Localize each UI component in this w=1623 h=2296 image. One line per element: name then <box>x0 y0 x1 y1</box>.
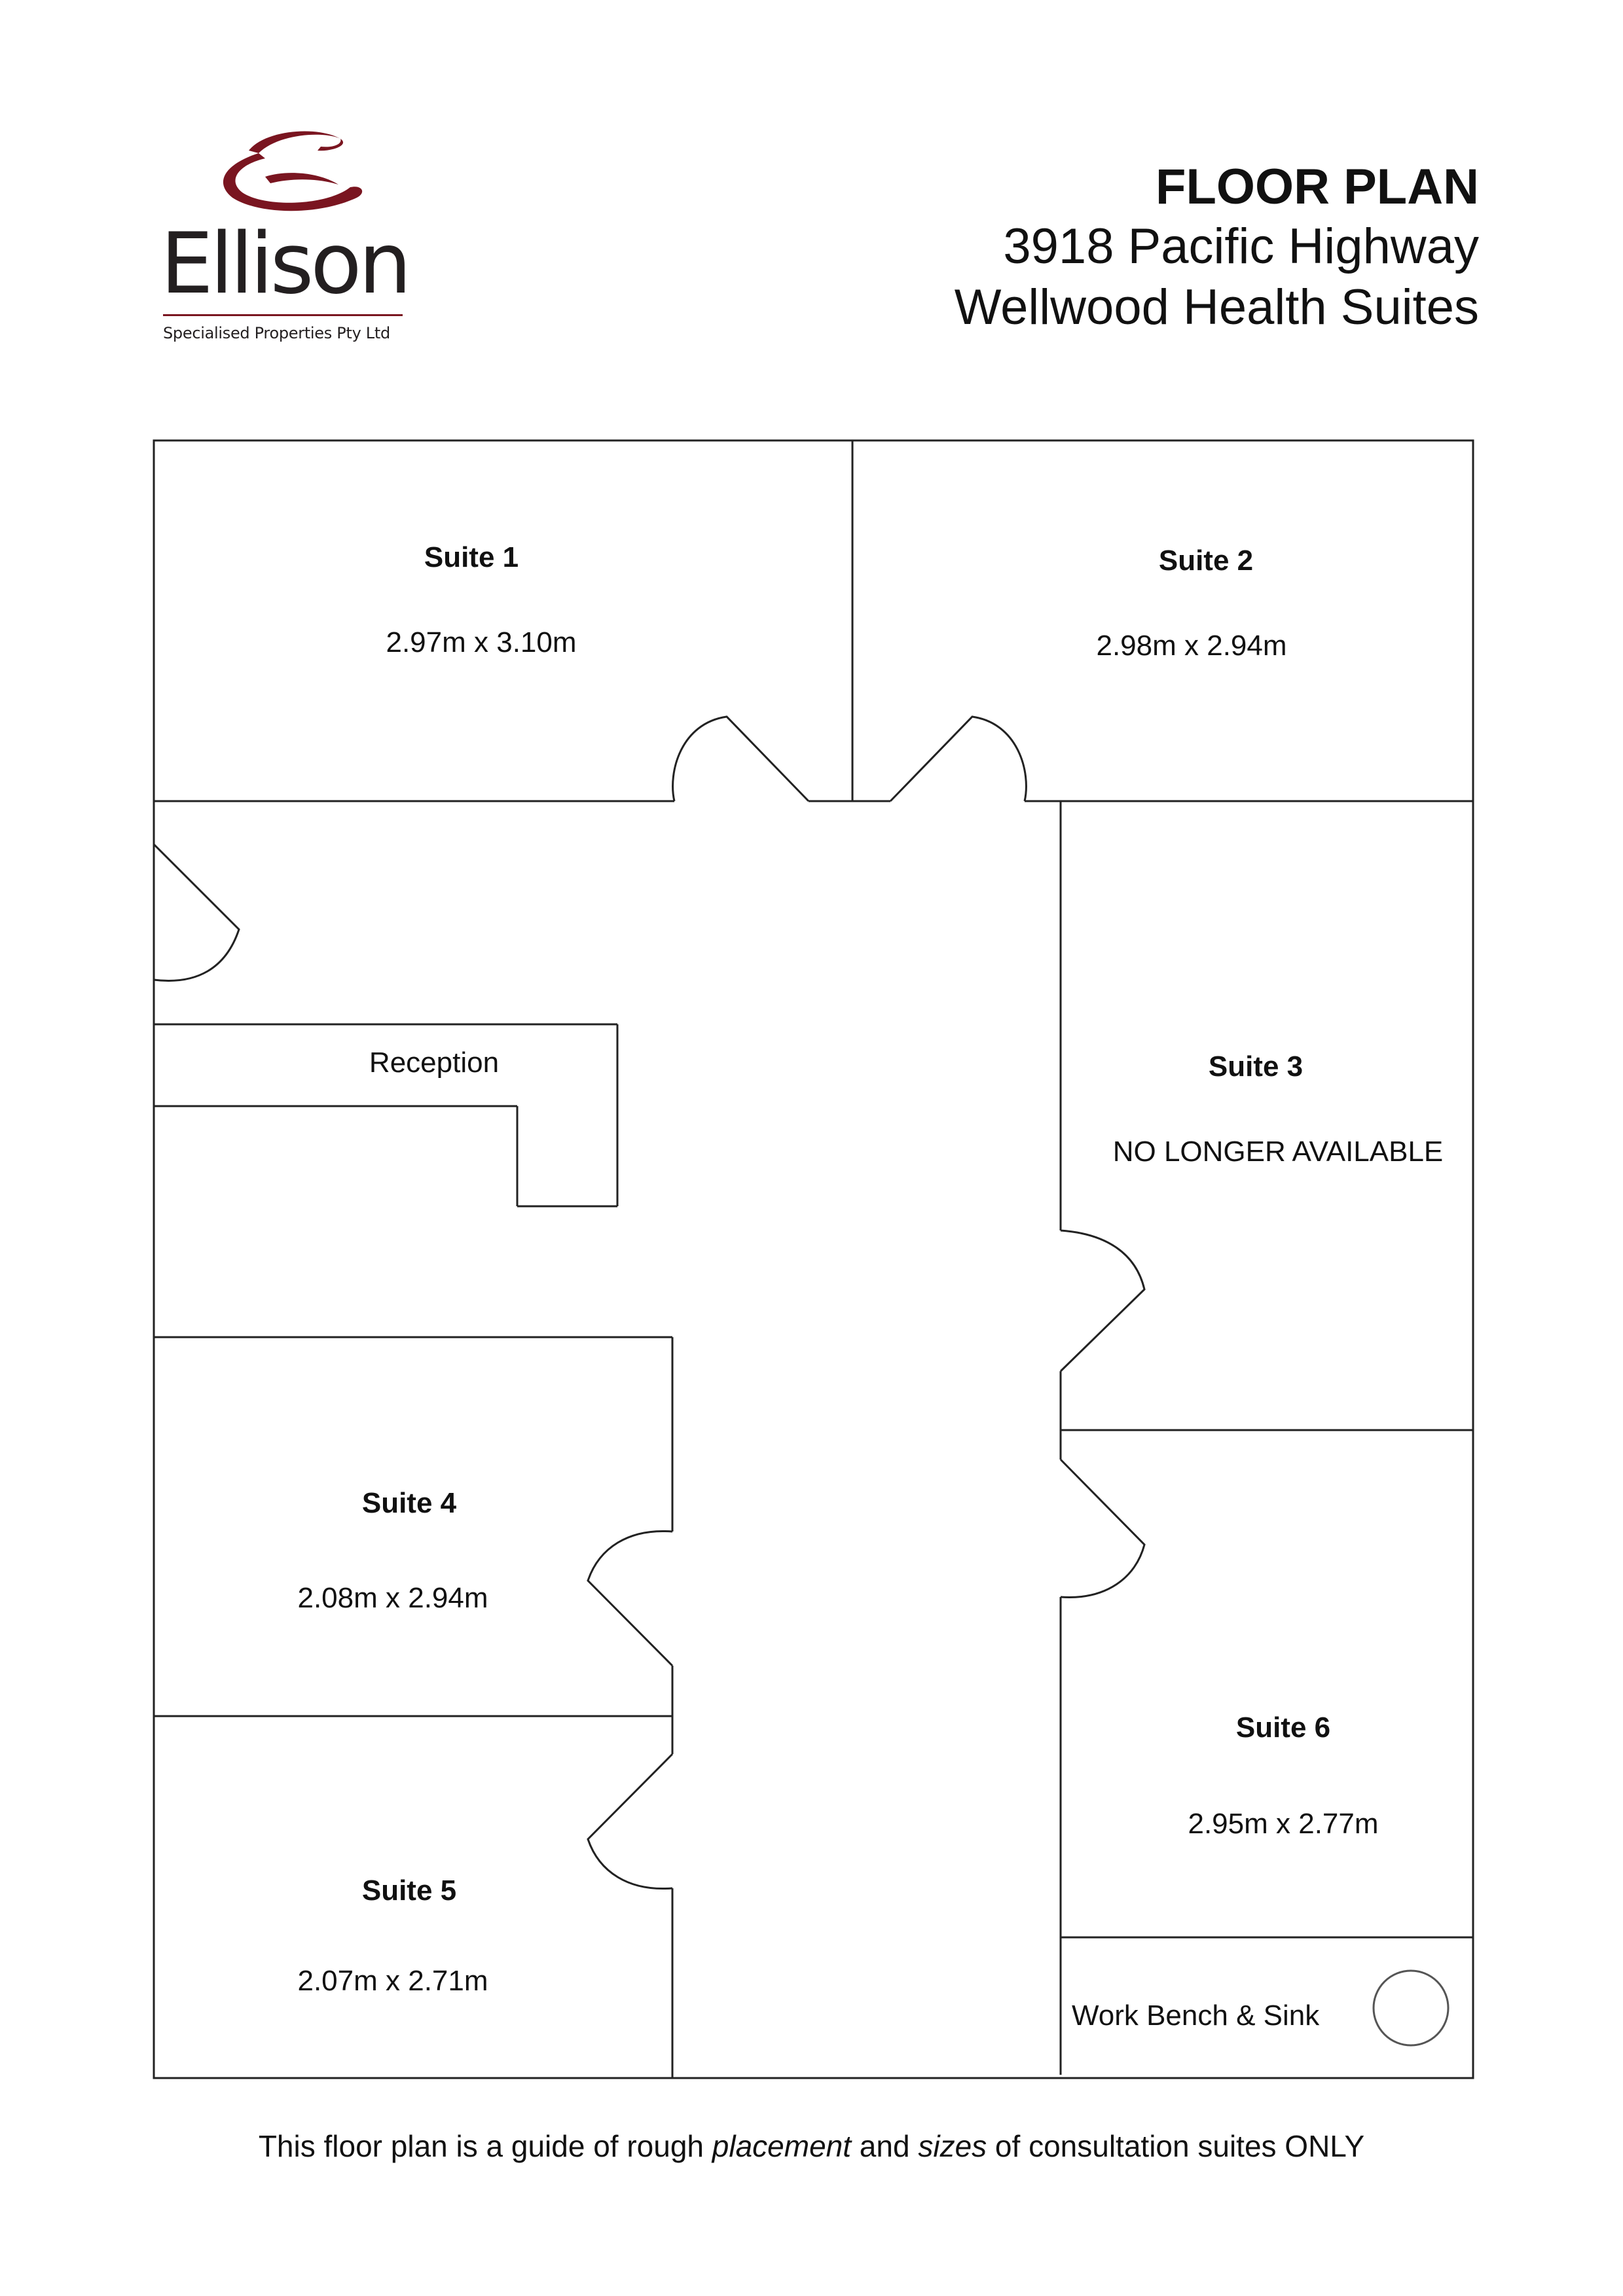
building-name: Wellwood Health Suites <box>954 279 1479 335</box>
suite4-name: Suite 4 <box>361 1487 457 1519</box>
door-swings <box>154 717 1144 1889</box>
footer-text-2: and <box>851 2129 919 2163</box>
suite4-door <box>588 1531 672 1666</box>
suite5-door <box>588 1754 672 1889</box>
reception-label: Reception <box>369 1047 500 1079</box>
sink-icon <box>1374 1971 1448 2045</box>
suite2-door <box>890 717 1026 801</box>
entry-door <box>154 844 239 980</box>
suite5-size: 2.07m x 2.71m <box>297 1965 488 1997</box>
suite3-status: NO LONGER AVAILABLE <box>1112 1136 1444 1168</box>
footer-text-1: This floor plan is a guide of rough <box>258 2129 712 2163</box>
footer-note <box>0 2128 1623 2164</box>
suite3-door <box>1061 1230 1144 1371</box>
footer-emphasis-placement: placement <box>712 2129 852 2163</box>
suite2-size: 2.98m x 2.94m <box>1096 630 1287 662</box>
logo-wordmark: Ellison <box>160 215 409 313</box>
suite5-name: Suite 5 <box>361 1874 457 1907</box>
suite4-size: 2.08m x 2.94m <box>297 1582 488 1614</box>
footer-text-3: of consultation suites ONLY <box>987 2129 1365 2163</box>
suite6-door <box>1061 1460 1144 1597</box>
suite1-door <box>673 717 809 801</box>
suite2-name: Suite 2 <box>1158 545 1254 577</box>
footer-emphasis-sizes: sizes <box>918 2129 987 2163</box>
suite1-size: 2.97m x 3.10m <box>386 626 577 658</box>
logo-tagline: Specialised Properties Pty Ltd <box>163 324 390 342</box>
page-title: FLOOR PLAN <box>1156 159 1479 215</box>
suite6-name: Suite 6 <box>1235 1712 1331 1744</box>
address: 3918 Pacific Highway <box>1003 219 1479 275</box>
suite6-size: 2.95m x 2.77m <box>1188 1808 1379 1840</box>
suite3-name: Suite 3 <box>1208 1050 1304 1083</box>
workbench-label: Work Bench & Sink <box>1072 2000 1320 2032</box>
suite1-name: Suite 1 <box>424 541 519 573</box>
